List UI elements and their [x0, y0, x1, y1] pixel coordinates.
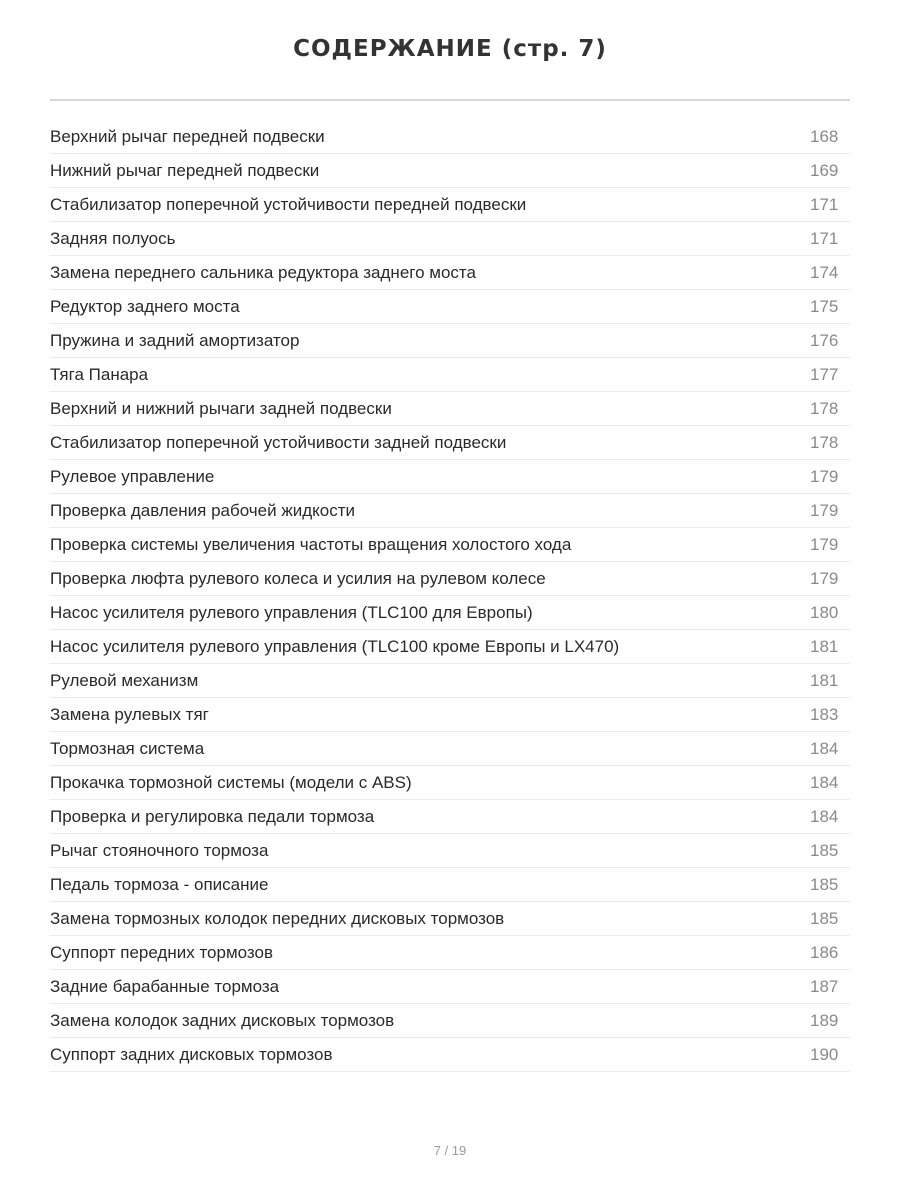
toc-entry[interactable]	[50, 834, 850, 868]
toc-entry-page-number: 168	[810, 126, 839, 146]
toc-entry-page-number: 176	[810, 330, 839, 350]
toc-entry-page-number: 184	[810, 738, 839, 758]
toc-entry-title: Рулевое управление	[50, 466, 215, 486]
toc-entry-page-number: 180	[810, 602, 839, 622]
toc-entry[interactable]	[50, 868, 850, 902]
toc-entry[interactable]	[50, 324, 850, 358]
toc-entry[interactable]	[50, 562, 850, 596]
toc-entry[interactable]	[50, 732, 850, 766]
toc-entry-title: Задняя полуось	[50, 228, 176, 248]
toc-entry-title: Рулевой механизм	[50, 670, 199, 690]
toc-entry[interactable]	[50, 664, 850, 698]
toc-entry[interactable]	[50, 188, 850, 222]
table-of-contents	[50, 120, 850, 1072]
toc-entry-page-number: 169	[810, 160, 839, 180]
toc-entry-page-number: 179	[810, 500, 839, 520]
toc-entry[interactable]	[50, 358, 850, 392]
toc-entry-title: Педаль тормоза - описание	[50, 874, 269, 894]
toc-entry-title: Тяга Панара	[50, 364, 149, 384]
toc-entry-page-number: 190	[810, 1044, 839, 1064]
toc-entry-title: Проверка и регулировка педали тормоза	[50, 806, 375, 826]
toc-entry-title: Проверка люфта рулевого колеса и усилия на рулевом колесе	[50, 568, 546, 588]
toc-entry[interactable]	[50, 902, 850, 936]
toc-entry-title: Суппорт передних тормозов	[50, 942, 274, 962]
toc-entry-title: Прокачка тормозной системы (модели с ABS)	[50, 772, 412, 792]
toc-entry[interactable]	[50, 800, 850, 834]
toc-entry-title: Задние барабанные тормоза	[50, 976, 280, 996]
toc-entry-page-number: 186	[810, 942, 839, 962]
toc-entry-page-number: 178	[810, 398, 839, 418]
toc-entry[interactable]	[50, 460, 850, 494]
toc-entry-page-number: 187	[810, 976, 839, 996]
toc-entry-title: Рычаг стояночного тормоза	[50, 840, 269, 860]
toc-entry-title: Насос усилителя рулевого управления (TLC100 кроме Европы и LX470)	[50, 636, 620, 656]
toc-entry-page-number: 174	[810, 262, 839, 282]
toc-entry-page-number: 185	[810, 840, 839, 860]
toc-entry-page-number: 179	[810, 534, 839, 554]
toc-entry[interactable]	[50, 630, 850, 664]
toc-entry-title: Проверка давления рабочей жидкости	[50, 500, 355, 520]
toc-entry-title: Нижний рычаг передней подвески	[50, 160, 320, 180]
toc-entry-title: Редуктор заднего моста	[50, 296, 240, 316]
toc-entry-title: Пружина и задний амортизатор	[50, 330, 300, 350]
toc-entry-page-number: 185	[810, 874, 839, 894]
toc-entry-title: Насос усилителя рулевого управления (TLC100 для Европы)	[50, 602, 533, 622]
toc-entry[interactable]	[50, 222, 850, 256]
toc-entry-page-number: 177	[810, 364, 839, 384]
toc-entry[interactable]	[50, 766, 850, 800]
toc-entry-title: Проверка системы увеличения частоты вращения холостого хода	[50, 534, 572, 554]
toc-entry-title: Верхний и нижний рычаги задней подвески	[50, 398, 392, 418]
toc-entry[interactable]	[50, 392, 850, 426]
toc-entry-title: Суппорт задних дисковых тормозов	[50, 1044, 333, 1064]
toc-entry[interactable]	[50, 154, 850, 188]
toc-entry[interactable]	[50, 596, 850, 630]
toc-entry[interactable]	[50, 1038, 850, 1072]
toc-entry-title: Стабилизатор поперечной устойчивости задней подвески	[50, 432, 507, 452]
toc-entry-page-number: 178	[810, 432, 839, 452]
toc-entry-page-number: 184	[810, 772, 839, 792]
toc-entry-page-number: 171	[810, 228, 839, 248]
page-indicator: 7 / 19	[433, 1143, 467, 1158]
toc-entry-title: Замена рулевых тяг	[50, 704, 209, 724]
toc-entry[interactable]	[50, 256, 850, 290]
toc-entry[interactable]	[50, 426, 850, 460]
toc-entry-page-number: 179	[810, 466, 839, 486]
toc-entry-title: Замена переднего сальника редуктора заднего моста	[50, 262, 476, 282]
toc-entry-page-number: 179	[810, 568, 839, 588]
toc-entry[interactable]	[50, 936, 850, 970]
toc-entry[interactable]	[50, 970, 850, 1004]
toc-entry-page-number: 185	[810, 908, 839, 928]
toc-entry-page-number: 181	[810, 636, 839, 656]
toc-entry-page-number: 175	[810, 296, 839, 316]
toc-entry[interactable]	[50, 290, 850, 324]
toc-entry[interactable]	[50, 120, 850, 154]
toc-entry[interactable]	[50, 1004, 850, 1038]
toc-entry-page-number: 189	[810, 1010, 839, 1030]
toc-entry-title: Замена тормозных колодок передних дисковых тормозов	[50, 908, 505, 928]
toc-entry[interactable]	[50, 494, 850, 528]
page-title: СОДЕРЖАНИЕ (стр. 7)	[293, 36, 607, 62]
toc-entry-title: Тормозная система	[50, 738, 205, 758]
toc-entry[interactable]	[50, 698, 850, 732]
toc-entry-page-number: 183	[810, 704, 839, 724]
toc-entry-page-number: 171	[810, 194, 839, 214]
toc-entry-title: Стабилизатор поперечной устойчивости передней подвески	[50, 194, 527, 214]
toc-entry[interactable]	[50, 528, 850, 562]
title-divider	[50, 99, 850, 101]
toc-entry-page-number: 181	[810, 670, 839, 690]
toc-entry-title: Замена колодок задних дисковых тормозов	[50, 1010, 395, 1030]
toc-entry-title: Верхний рычаг передней подвески	[50, 126, 325, 146]
toc-entry-page-number: 184	[810, 806, 839, 826]
